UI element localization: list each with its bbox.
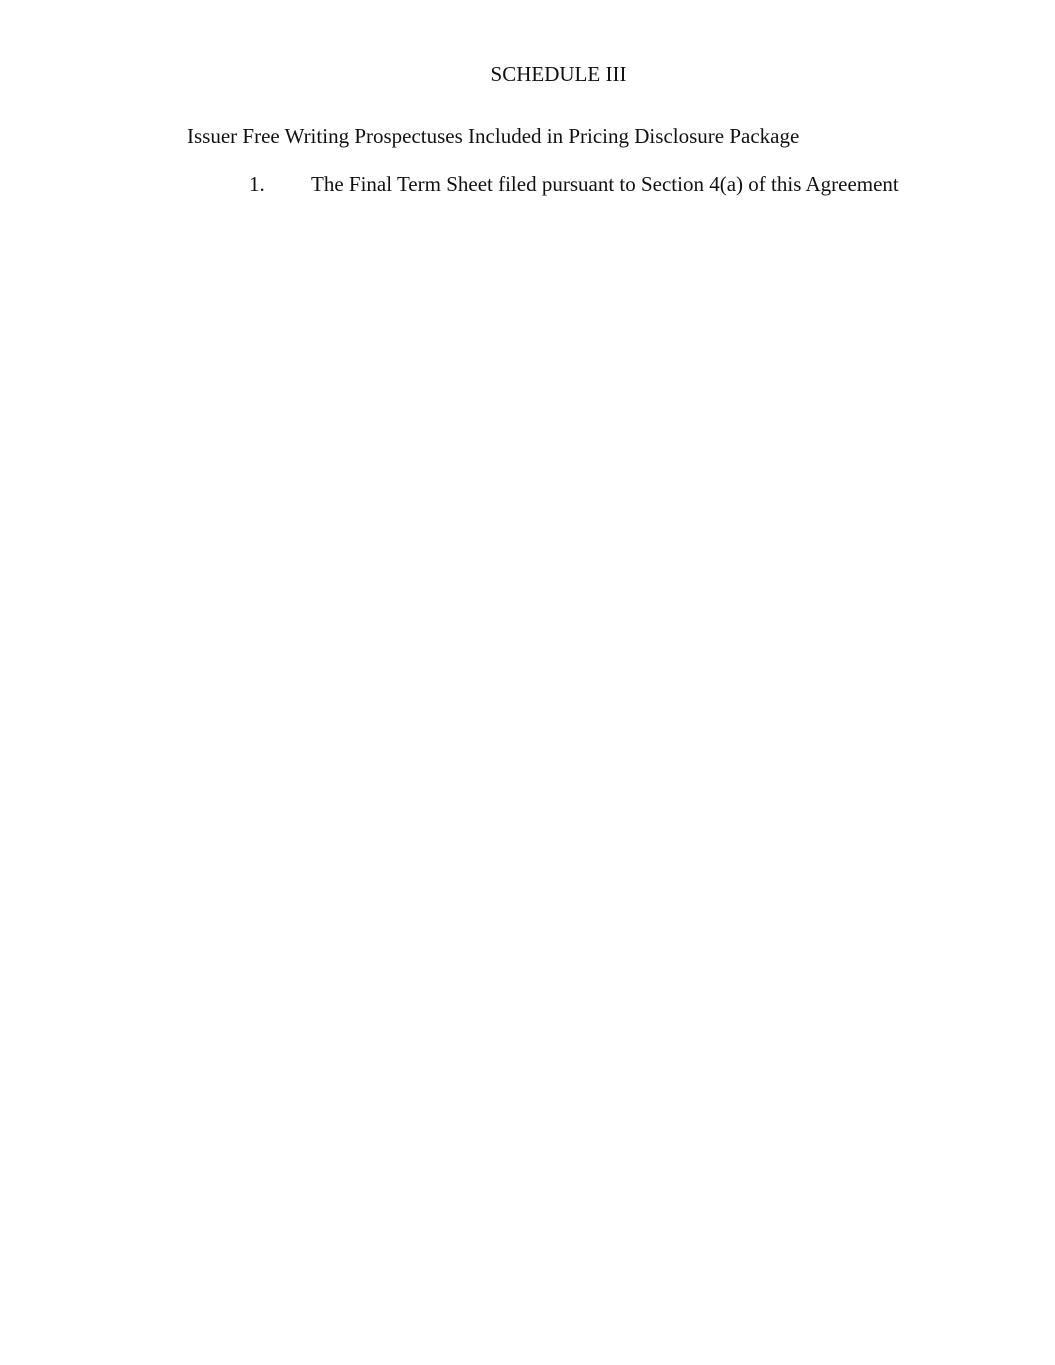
list-item-text: The Final Term Sheet filed pursuant to Section 4(a) of this Agreement: [311, 172, 899, 196]
schedule-subheading: Issuer Free Writing Prospectuses Included in Pricing Disclosure Package: [187, 124, 800, 148]
list-item: [249, 171, 899, 197]
schedule-heading: SCHEDULE III: [490, 62, 627, 86]
list-item-number: 1.: [249, 172, 265, 196]
